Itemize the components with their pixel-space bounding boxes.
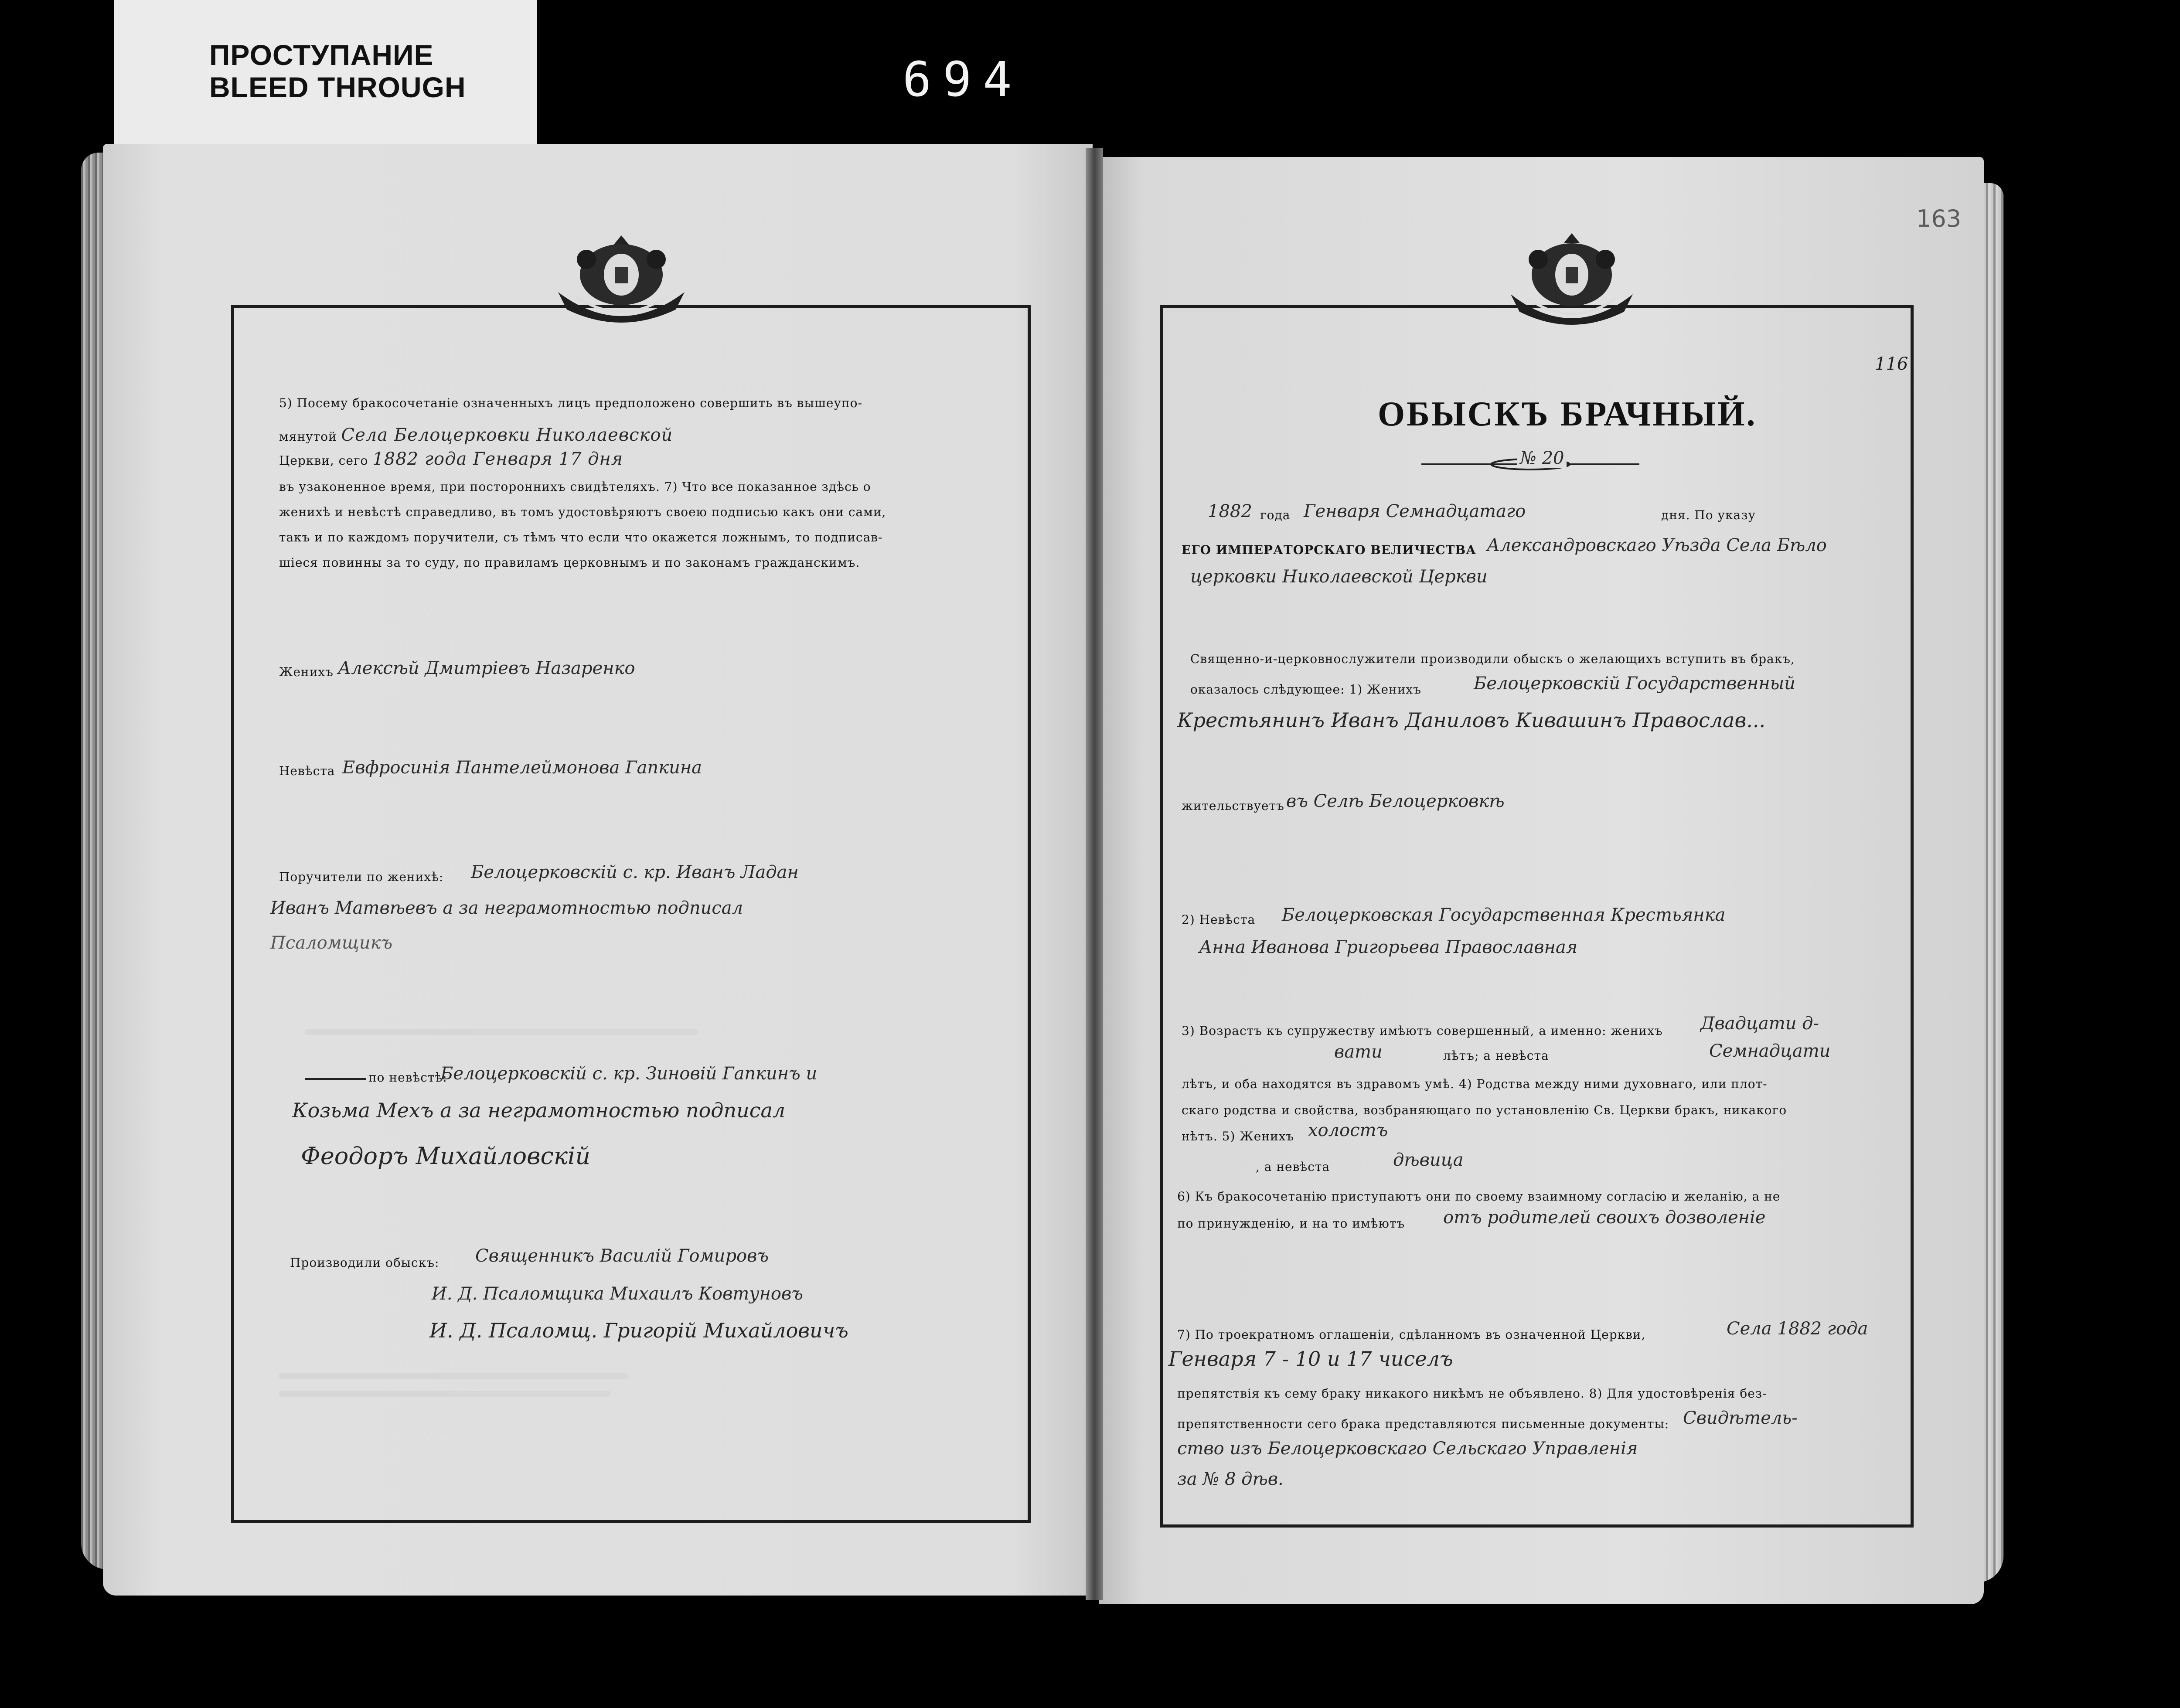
intro-church-hand: церковки Николаевской Церкви [1190,567,1488,587]
item5-line2-print: мянутой [279,429,337,444]
folio-number-pencil: 163 [1916,205,1962,232]
banns-document-hand3: за № 8 дѣв. [1177,1469,1284,1489]
bride-label: Невѣста [279,764,335,778]
performed-label: Производили обыскъ: [290,1255,439,1270]
sureties-groom-label: Поручители по женихѣ: [279,870,444,884]
sureties-bride-label: по невѣстѣ: [368,1070,447,1085]
clergy-line1: Священно-и-церковнослужители производили обыскъ о желающихъ вступить въ бракъ, [1190,652,1795,666]
item5-line3-print: Церкви, сего [279,453,368,468]
consent-line2-print: по принужденiю, и на то имѣютъ [1177,1216,1405,1231]
banns-line1-print: 7) По троекратномъ оглашенiи, сдѣланномъ въ означенной Церкви, [1177,1327,1646,1342]
folio-number-ink: 116 [1875,354,1908,374]
age-line6-print: , а невѣста [1256,1160,1330,1174]
age-line5-print: нѣтъ. 5) Женихъ [1182,1129,1294,1143]
imperial-eagle-emblem-icon [1500,227,1644,344]
item5-line3 [279,449,623,469]
bride-estate-hand: Белоцерковская Государственная Крестьянка [1282,905,1726,925]
groom-label: Женихъ [279,665,334,679]
banns-document-hand: Свидѣтель- [1683,1408,1798,1428]
bride-name-hand-right: Анна Иванова Григорьева Православная [1199,937,1578,957]
age-line1-print: 3) Возрастъ къ супружеству имѣютъ совершенный, а именно: женихъ [1182,1024,1663,1038]
bleed-through-label [114,0,537,144]
clergy-line2-print: оказалось слѣдующее: 1) Женихъ [1190,682,1422,697]
label-line-en: BLEED THROUGH [209,71,466,103]
sureties-bride-hand3: Феодоръ Михайловскiй [301,1142,591,1170]
archive-number: 694 [903,51,1023,107]
item5-line1: 5) Посему бракосочетанiе означенныхъ лицъ предположено совершить въ вышеупо- [279,396,862,410]
intro-decree: дня. По указу [1661,508,1756,522]
groom-estate-hand: Белоцерковскiй Государственный [1474,674,1795,694]
item5-line2 [279,425,673,445]
groom-name-hand: Алексѣй Дмитрiевъ Назаренко [338,658,635,678]
performed-hand2: И. Д. Псаломщика Михаилъ Ковтуновъ [432,1284,803,1304]
item5-line3-hand: 1882 года Генваря 17 дня [372,449,623,469]
residence-hand: въ Селѣ Белоцерковкѣ [1286,791,1505,811]
age-groom-hand2: вати [1334,1042,1383,1062]
groom-status-hand: холостъ [1308,1120,1388,1140]
consent-line1: 6) Къ бракосочетанiю приступаютъ они по своему взаимному согласiю и желанiю, а не [1177,1189,1781,1204]
sureties-groom-hand1: Белоцерковскiй с. кр. Иванъ Ладан [471,862,799,882]
record-number-hand: № 20 [1517,448,1567,468]
banns-church-hand: Села 1882 года [1727,1319,1868,1339]
age-groom-hand: Двадцати д- [1700,1014,1819,1034]
sureties-groom-hand3: Псаломщикъ [270,933,393,953]
intro-parish-hand: Александровскаго Уѣзда Села Бѣло [1487,535,1827,555]
intro-majesty: ЕГО ИМПЕРАТОРСКАГО ВЕЛИЧЕСТВА [1182,543,1476,557]
groom-name-hand-right: Крестьянинъ Иванъ Даниловъ Кивашинъ Православ... [1177,708,1766,732]
intro-year-hand: 1882 [1208,501,1252,521]
label-line-ru: ПРОСТУПАНИЕ [209,39,434,71]
intro-year-word: года [1260,508,1291,522]
sureties-bride-hand2: Козьма Мехъ а за неграмотностью подписал [292,1099,786,1122]
imperial-eagle-emblem-icon [545,227,698,340]
item5-line4: въ узаконенное время, при постороннихъ свидѣтеляхъ. 7) Что все показанное здѣсь о [279,480,871,494]
item5-line5: женихѣ и невѣстѣ справедливо, въ томъ удостовѣряютъ своею подписью какъ они сами, [279,505,886,519]
dash-line [305,1077,366,1081]
performed-hand3: И. Д. Псаломщ. Григорiй Михайловичъ [429,1319,848,1342]
book-gutter [1086,148,1103,1600]
banns-document-hand2: ство изъ Белоцерковскаго Сельскаго Управленiя [1177,1439,1638,1459]
banns-line3: препятствiя къ сему браку никакого никѣмъ не объявлено. 8) Для удостовѣренiя без- [1177,1386,1767,1401]
document-title: ОБЫСКЪ БРАЧНЫЙ. [1378,395,1757,433]
bride-name-hand: Евфросинiя Пантелеймонова Гапкина [342,758,702,778]
banns-line4-print: препятственности сего брака представляются письменные документы: [1177,1417,1669,1431]
intro-date-hand: Генваря Семнадцатаго [1304,501,1526,521]
age-bride-hand: Семнадцати [1709,1041,1831,1061]
bride-label-right: 2) Невѣста [1182,912,1256,927]
age-line3: лѣтъ, и оба находятся въ здравомъ умѣ. 4) Родства между ними духовнаго, или плот- [1182,1077,1768,1091]
item5-line2-hand: Села Белоцерковки Николаевской [341,425,673,445]
consent-hand: отъ родителей своихъ дозволенiе [1443,1208,1766,1228]
sureties-bride-hand1: Белоцерковскiй с. кр. Зиновiй Гапкинъ и [440,1064,818,1084]
sureties-groom-hand2: Иванъ Матвѣевъ а за неграмотностью подписал [270,898,743,918]
age-line2-print: лѣтъ; а невѣста [1443,1048,1549,1063]
item5-line7: шiеся повинны за то суду, по правиламъ церковнымъ и по законамъ гражданскимъ. [279,555,860,570]
performed-hand1: Священникъ Василiй Гомировъ [475,1246,769,1266]
age-line4: скаго родства и свойства, возбраняющаго по установленiю Св. Церкви бракъ, никакого [1182,1103,1787,1117]
bride-status-hand: дѣвица [1393,1150,1464,1170]
residence-label: жительствуетъ [1182,799,1284,813]
item5-line6: такъ и по каждомъ поручители, съ тѣмъ что если что окажется ложнымъ, то подписав- [279,530,883,544]
banns-dates-hand: Генваря 7 - 10 и 17 чиселъ [1168,1347,1453,1371]
